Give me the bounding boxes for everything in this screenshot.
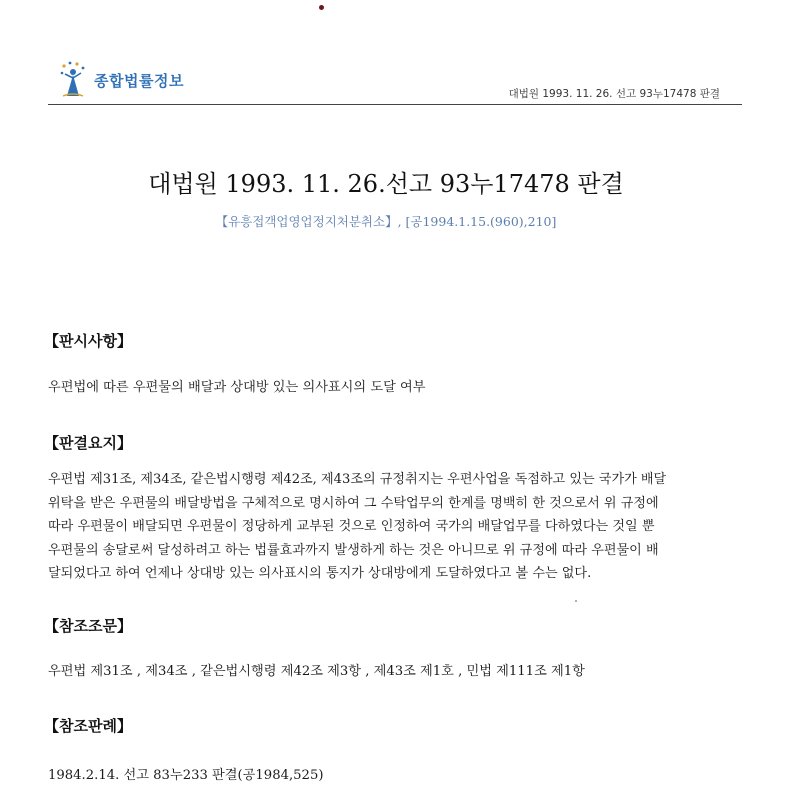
header-case-reference: 대법원 1993. 11. 26. 선고 93누17478 판결 bbox=[508, 88, 720, 100]
case-title: 대법원 1993. 11. 26.선고 93누17478 판결 bbox=[148, 170, 624, 198]
summary-line: 따라 우편물이 배달되면 우편물이 정당하게 교부된 것으로 인정하여 국가의 배달업무를 다하였다는 것일 뿐 bbox=[48, 519, 655, 534]
justice-figure-icon bbox=[58, 60, 88, 100]
header-divider bbox=[48, 104, 742, 105]
summary-line: 우편물의 송달로써 달성하려고 하는 법률효과까지 발생하게 하는 것은 아니므로 위 규정에 따라 우편물이 배 bbox=[48, 542, 659, 558]
heading-holding-issue: 【판시사항】 bbox=[44, 332, 132, 350]
scan-speck bbox=[319, 5, 324, 10]
scan-speck bbox=[575, 600, 577, 602]
brand-name: 종합법률정보 bbox=[94, 71, 184, 90]
heading-precedents: 【참조판례】 bbox=[44, 717, 132, 735]
statutes-text: 우편법 제31조 , 제34조 , 같은법시행령 제42조 제3항 , 제43조 제1호 , 민법 제111조 제1항 bbox=[48, 664, 585, 679]
logo bbox=[58, 60, 184, 100]
heading-statutes: 【참조조문】 bbox=[44, 617, 132, 635]
page-header bbox=[0, 0, 800, 110]
holding-issue-text: 우편법에 따른 우편물의 배달과 상대방 있는 의사표시의 도달 여부 bbox=[48, 380, 426, 395]
precedents-text: 1984.2.14. 선고 83누233 판결(공1984,525) bbox=[48, 768, 324, 783]
heading-summary: 【판결요지】 bbox=[44, 434, 132, 452]
summary-line: 우편법 제31조, 제34조, 같은법시행령 제42조, 제43조의 규정취지는 우편사업을 독점하고 있는 국가가 배달 bbox=[48, 472, 667, 487]
summary-line: 달되었다고 하여 언제나 상대방 있는 의사표시의 통지가 상대방에게 도달하였다고 볼 수는 없다. bbox=[48, 566, 592, 581]
case-subtitle: 【유흥접객업영업정지처분취소】, [공1994.1.15.(960),210] bbox=[215, 214, 557, 229]
summary-paragraph bbox=[48, 468, 750, 586]
summary-line: 위탁을 받은 우편물의 배달방법을 구체적으로 명시하여 그 수탁업무의 한계를 명백히 한 것으로서 위 규정에 bbox=[48, 495, 659, 511]
